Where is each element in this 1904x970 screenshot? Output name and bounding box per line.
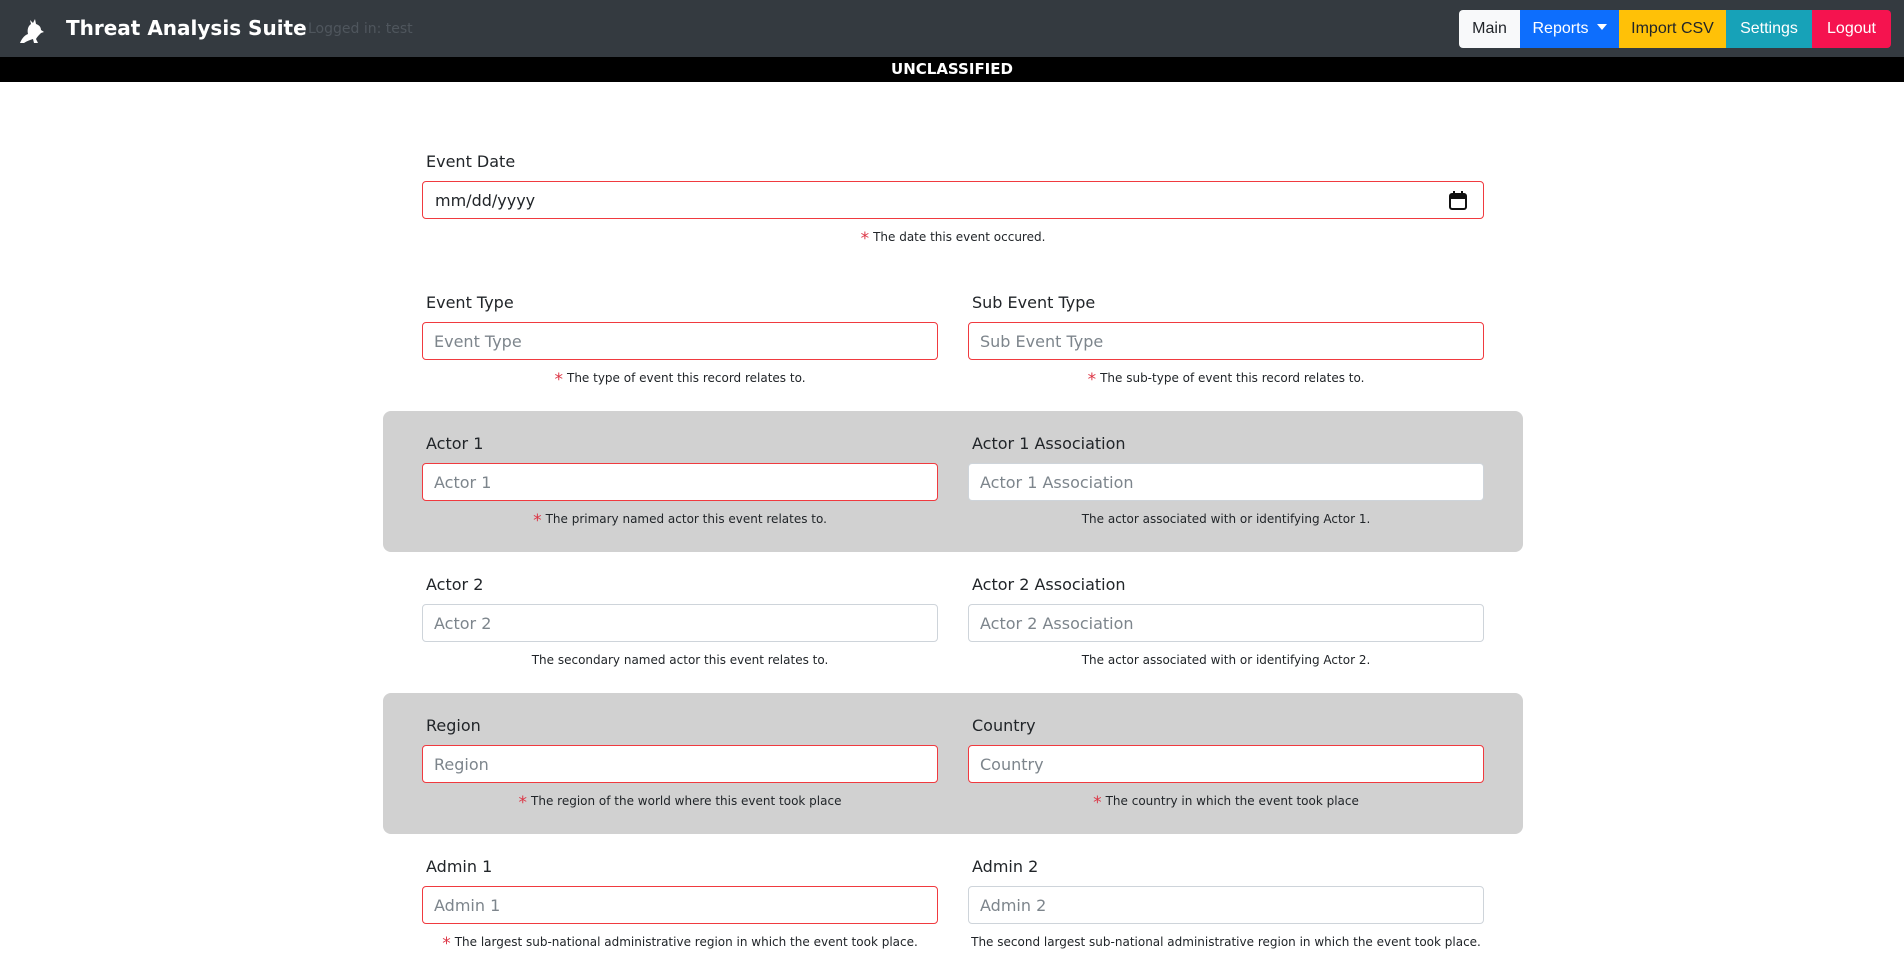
- main-button[interactable]: [1459, 10, 1520, 48]
- event-date-help: [422, 229, 1484, 247]
- actor2-association-help-text: The actor associated with or identifying Actor 2.: [1081, 653, 1371, 667]
- settings-label: Settings: [1740, 20, 1798, 37]
- event-date-help-text: The date this event occured.: [873, 230, 1046, 244]
- actor1-association-help: [968, 511, 1484, 527]
- region-help-text: The region of the world where this event took place: [531, 794, 842, 808]
- calendar-icon[interactable]: [1449, 191, 1467, 210]
- country-label: Country: [972, 716, 1036, 735]
- country-input[interactable]: [968, 745, 1484, 783]
- admin2-input[interactable]: [968, 886, 1484, 924]
- admin1-input[interactable]: [422, 886, 938, 924]
- event-date-value: mm/dd/yyyy: [435, 191, 536, 210]
- event-date-input[interactable]: [422, 181, 1484, 219]
- actor2-association-label: Actor 2 Association: [972, 575, 1126, 594]
- actor2-input[interactable]: [422, 604, 938, 642]
- actor2-association-input[interactable]: [968, 604, 1484, 642]
- actor1-association-label: Actor 1 Association: [972, 434, 1126, 453]
- required-asterisk-icon: *: [554, 370, 563, 390]
- sub-event-type-help-text: The sub-type of event this record relates to.: [1100, 371, 1365, 385]
- country-group: [968, 716, 1484, 816]
- sub-event-type-label: Sub Event Type: [972, 293, 1096, 312]
- app-title[interactable]: Threat Analysis Suite: [66, 16, 307, 40]
- actor1-help: [422, 511, 938, 529]
- sub-event-type-help: [968, 370, 1484, 388]
- required-asterisk-icon: *: [1093, 793, 1102, 813]
- admin2-group: [968, 857, 1484, 957]
- country-help-text: The country in which the event took place: [1105, 794, 1359, 808]
- wolf-logo-icon[interactable]: [18, 16, 46, 44]
- admin2-help-text: The second largest sub-national administrative region in which the event took place.: [971, 935, 1481, 949]
- actor1-help-text: The primary named actor this event relates to.: [545, 512, 827, 526]
- region-group: [422, 716, 938, 816]
- actor1-group: [422, 434, 938, 534]
- admin1-group: [422, 857, 938, 957]
- reports-dropdown-button[interactable]: [1520, 10, 1619, 48]
- actor1-label: Actor 1: [426, 434, 484, 453]
- caret-down-icon: [1597, 24, 1607, 30]
- required-asterisk-icon: *: [860, 229, 870, 249]
- event-date-group: [422, 152, 1484, 252]
- main-button-label: Main: [1472, 20, 1507, 37]
- settings-button[interactable]: [1726, 10, 1812, 48]
- admin1-help-text: The largest sub-national administrative region in which the event took place.: [454, 935, 918, 949]
- admin1-label: Admin 1: [426, 857, 493, 876]
- actor1-input[interactable]: [422, 463, 938, 501]
- sub-event-type-input[interactable]: [968, 322, 1484, 360]
- classification-banner: UNCLASSIFIED: [0, 57, 1904, 82]
- logout-label: Logout: [1827, 20, 1876, 37]
- actor2-association-group: [968, 575, 1484, 675]
- region-label: Region: [426, 716, 481, 735]
- required-asterisk-icon: *: [1087, 370, 1097, 390]
- region-help: [422, 793, 938, 811]
- logged-in-user: Logged in: test: [308, 21, 413, 37]
- required-asterisk-icon: *: [442, 934, 451, 954]
- actor2-label: Actor 2: [426, 575, 484, 594]
- navbar: [0, 0, 1904, 57]
- reports-button-label: Reports: [1532, 20, 1589, 37]
- admin2-label: Admin 2: [972, 857, 1039, 876]
- event-type-input[interactable]: [422, 322, 938, 360]
- logout-button[interactable]: [1812, 10, 1891, 48]
- admin2-help: [968, 934, 1484, 950]
- actor1-association-group: [968, 434, 1484, 534]
- event-type-help-text: The type of event this record relates to.: [566, 371, 806, 385]
- import-csv-label: Import CSV: [1631, 20, 1714, 37]
- actor2-association-help: [968, 652, 1484, 668]
- region-input[interactable]: [422, 745, 938, 783]
- required-asterisk-icon: *: [533, 511, 542, 531]
- admin1-help: [422, 934, 938, 952]
- event-type-label: Event Type: [426, 293, 514, 312]
- import-csv-button[interactable]: [1619, 10, 1726, 48]
- event-date-label: Event Date: [426, 152, 516, 171]
- actor2-help-text: The secondary named actor this event relates to.: [531, 653, 829, 667]
- country-help: [968, 793, 1484, 811]
- event-type-group: [422, 293, 938, 393]
- actor1-association-input[interactable]: [968, 463, 1484, 501]
- actor2-help: [422, 652, 938, 668]
- actor2-group: [422, 575, 938, 675]
- required-asterisk-icon: *: [518, 793, 528, 813]
- actor1-association-help-text: The actor associated with or identifying Actor 1.: [1081, 512, 1371, 526]
- event-type-help: [422, 370, 938, 388]
- sub-event-type-group: [968, 293, 1484, 393]
